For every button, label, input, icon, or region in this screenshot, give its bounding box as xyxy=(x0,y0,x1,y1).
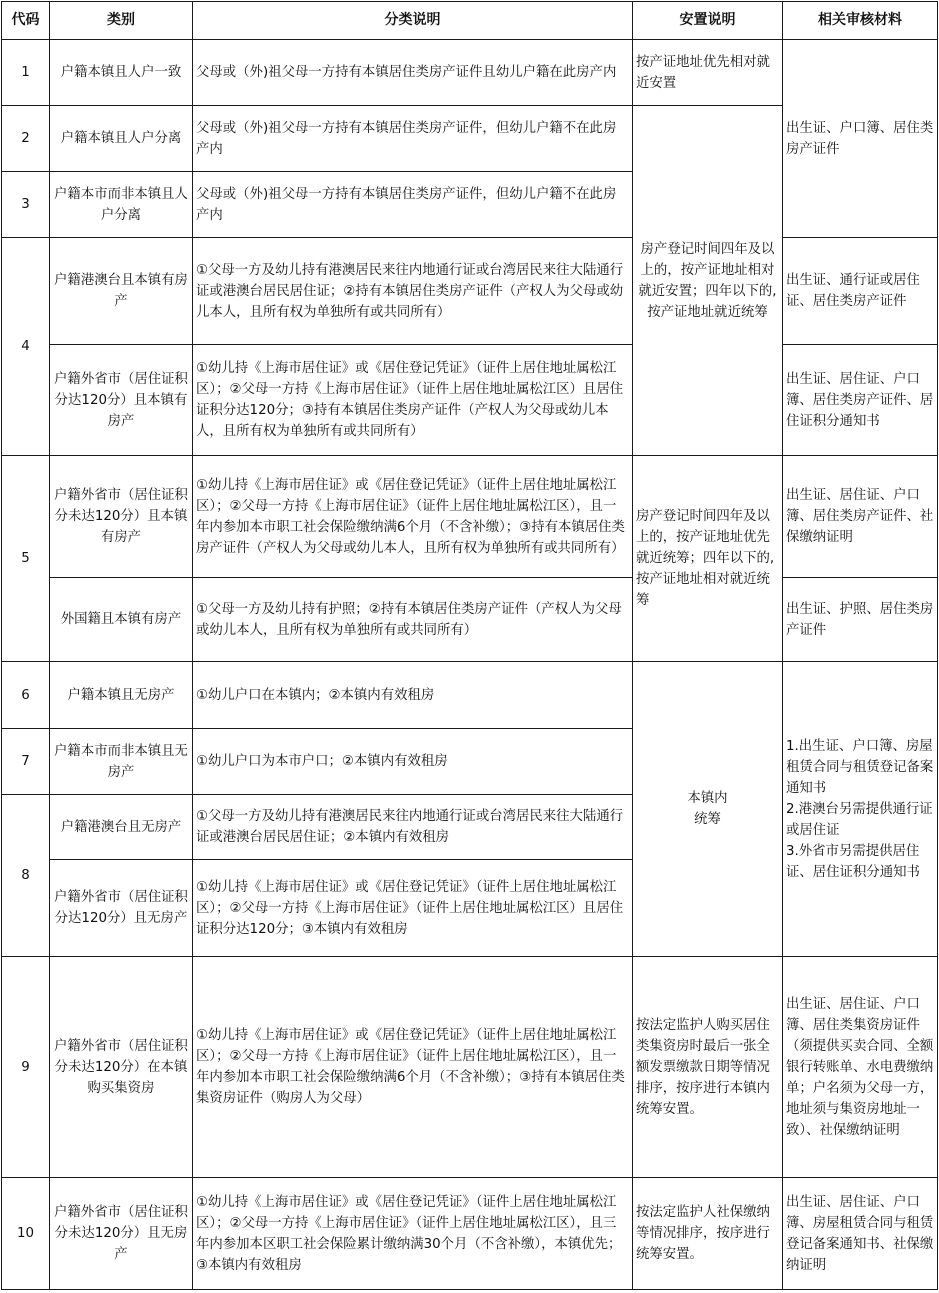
row-description: ①幼儿户口为本市户口；②本镇内有效租房 xyxy=(193,729,633,795)
header-row xyxy=(2,2,938,40)
row-category: 户籍外省市（居住证积分达120分）且本镇有房产 xyxy=(50,345,193,456)
table-row xyxy=(2,957,938,1178)
row-materials: 出生证、居住证、户口簿、居住类集资房证件（须提供买卖合同、全额银行转账单、水电费缴纳单；户名须为父母一方，地址须与集资房地址一致）、社保缴纳证明 xyxy=(783,957,938,1178)
row-description: ①父母一方及幼儿持有港澳居民来往内地通行证或台湾居民来往大陆通行证或港澳台居民居住证；②本镇内有效租房 xyxy=(193,795,633,860)
table-row xyxy=(2,40,938,106)
row-description: 父母或（外)祖父母一方持有本镇居住类房产证件且幼儿户籍在此房产内 xyxy=(193,40,633,106)
row-description: ①幼儿持《上海市居住证》或《居住登记凭证》（证件上居住地址属松江区）；②父母一方持《上海市居住证》（证件上居住地址属松江区）且居住证积分达120分；③持有本镇居住类房产证件（产权人为父母或幼儿本人，且所有权为单独所有或共同所有） xyxy=(193,345,633,456)
row-category: 外国籍且本镇有房产 xyxy=(50,578,193,662)
row-placement: 房产登记时间四年及以上的，按产证地址相对就近安置；四年以下的,按产证地址就近统筹 xyxy=(633,106,783,456)
row-category: 户籍本镇且人户分离 xyxy=(50,106,193,172)
row-placement: 本镇内 统筹 xyxy=(633,662,783,957)
row-description: ①幼儿持《上海市居住证》或《居住登记凭证》（证件上居住地址属松江区）；②父母一方持《上海市居住证》（证件上居住地址属松江区），且三年内参加本区职工社会保险累计缴纳满30个月（不含补缴），本镇优先；③本镇内有效租房 xyxy=(193,1178,633,1290)
row-code: 3 xyxy=(2,172,50,238)
row-code: 9 xyxy=(2,957,50,1178)
row-materials: 出生证、居住证、户口簿、房屋租赁合同与租赁登记备案通知书、社保缴纳证明 xyxy=(783,1178,938,1290)
row-materials: 出生证、居住证、户口簿、居住类房产证件、居住证积分通知书 xyxy=(783,345,938,456)
row-code: 2 xyxy=(2,106,50,172)
row-description: ①父母一方及幼儿持有港澳居民来往内地通行证或台湾居民来往大陆通行证或港澳台居民居住证；②持有本镇居住类房产证件（产权人为父母或幼儿本人，且所有权为单独所有或共同所有） xyxy=(193,238,633,345)
row-placement: 按法定监护人社保缴纳等情况排序，按序进行统筹安置。 xyxy=(633,1178,783,1290)
row-category: 户籍港澳台且无房产 xyxy=(50,795,193,860)
row-materials: 出生证、通行证或居住证、居住类房产证件 xyxy=(783,238,938,345)
row-category: 户籍本镇且人户一致 xyxy=(50,40,193,106)
table-row xyxy=(2,238,938,345)
row-code: 5 xyxy=(2,456,50,662)
row-category: 户籍本镇且无房产 xyxy=(50,662,193,729)
row-materials: 1.出生证、户口簿、房屋租赁合同与租赁登记备案通知书 2.港澳台另需提供通行证或居住证 3.外省市另需提供居住证、居住证积分通知书 xyxy=(783,662,938,957)
row-placement: 按法定监护人购买居住类集资房时最后一张全额发票缴款日期等情况排序，按序进行本镇内统筹安置。 xyxy=(633,957,783,1178)
row-category: 户籍本市而非本镇且人户分离 xyxy=(50,172,193,238)
enrollment-category-table xyxy=(1,1,938,1290)
header-placement: 安置说明 xyxy=(633,2,783,40)
table-row xyxy=(2,578,938,662)
row-placement: 房产登记时间四年及以上的，按产证地址优先就近统筹；四年以下的,按产证地址相对就近统筹 xyxy=(633,456,783,662)
table-row xyxy=(2,456,938,578)
row-category: 户籍外省市（居住证积分达120分）且无房产 xyxy=(50,860,193,957)
row-description: ①父母一方及幼儿持有护照；②持有本镇居住类房产证件（产权人为父母或幼儿本人，且所有权为单独所有或共同所有） xyxy=(193,578,633,662)
row-materials: 出生证、护照、居住类房产证件 xyxy=(783,578,938,662)
row-description: 父母或（外)祖父母一方持有本镇居住类房产证件，但幼儿户籍不在此房产内 xyxy=(193,172,633,238)
row-description: ①幼儿户口在本镇内；②本镇内有效租房 xyxy=(193,662,633,729)
row-category: 户籍港澳台且本镇有房产 xyxy=(50,238,193,345)
header-category: 类别 xyxy=(50,2,193,40)
row-category: 户籍外省市（居住证积分未达120分）且无房产 xyxy=(50,1178,193,1290)
row-category: 户籍外省市（居住证积分未达120分）且本镇有房产 xyxy=(50,456,193,578)
row-description: ①幼儿持《上海市居住证》或《居住登记凭证》（证件上居住地址属松江区）；②父母一方持《上海市居住证》（证件上居住地址属松江区），且一年内参加本市职工社会保险缴纳满6个月（不含补缴）；③持有本镇居住类房产证件（产权人为父母或幼儿本人，且所有权为单独所有或共同所有） xyxy=(193,456,633,578)
row-materials: 出生证、户口簿、居住类房产证件 xyxy=(783,40,938,238)
row-code: 1 xyxy=(2,40,50,106)
row-code: 10 xyxy=(2,1178,50,1290)
row-placement: 按产证地址优先相对就近安置 xyxy=(633,40,783,106)
table-row xyxy=(2,345,938,456)
row-code: 8 xyxy=(2,795,50,957)
row-code: 6 xyxy=(2,662,50,729)
row-category: 户籍外省市（居住证积分未达120分）在本镇购买集资房 xyxy=(50,957,193,1178)
row-code: 7 xyxy=(2,729,50,795)
header-description: 分类说明 xyxy=(193,2,633,40)
row-description: 父母或（外)祖父母一方持有本镇居住类房产证件，但幼儿户籍不在此房产内 xyxy=(193,106,633,172)
row-description: ①幼儿持《上海市居住证》或《居住登记凭证》（证件上居住地址属松江区）；②父母一方持《上海市居住证》（证件上居住地址属松江区）且居住证积分达120分；③本镇内有效租房 xyxy=(193,860,633,957)
header-code: 代码 xyxy=(2,2,50,40)
row-category: 户籍本市而非本镇且无房产 xyxy=(50,729,193,795)
row-materials: 出生证、居住证、户口簿、居住类房产证件、社保缴纳证明 xyxy=(783,456,938,578)
row-code: 4 xyxy=(2,238,50,456)
header-materials: 相关审核材料 xyxy=(783,2,938,40)
table-row xyxy=(2,1178,938,1290)
row-description: ①幼儿持《上海市居住证》或《居住登记凭证》（证件上居住地址属松江区）；②父母一方持《上海市居住证》（证件上居住地址属松江区），且一年内参加本市职工社会保险缴纳满6个月（不含补缴）；③持有本镇居住类集资房证件（购房人为父母） xyxy=(193,957,633,1178)
table-row xyxy=(2,662,938,729)
